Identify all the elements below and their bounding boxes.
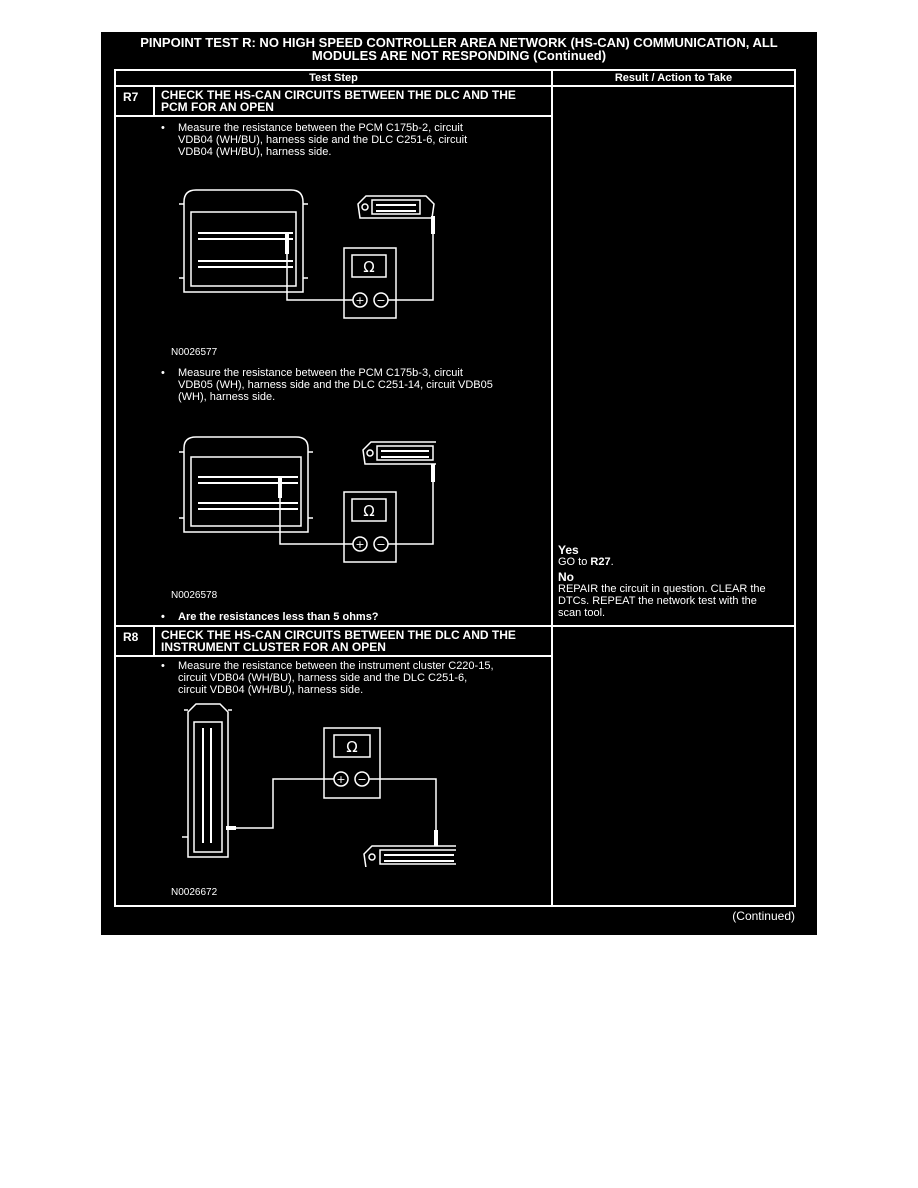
meter-ohm-symbol: Ω (363, 502, 375, 520)
lead-to-pcm (287, 252, 353, 300)
dlc-mount-hole (362, 204, 368, 210)
bullet-dot: • (161, 611, 165, 623)
step-id-r7: R7 (123, 90, 139, 104)
dlc-pin-row-2 (384, 860, 454, 862)
column-header-result: Result / Action to Take (614, 72, 733, 84)
header-divider (114, 85, 796, 87)
figure-number-2: N0026578 (171, 590, 218, 601)
pcm-pin-row-1 (198, 476, 298, 478)
r7-id-divider (153, 85, 155, 117)
bullet-dot: • (161, 367, 165, 379)
dlc-pin-row-1 (381, 450, 429, 452)
r7-question-text: Are the resistances less than 5 ohms? (178, 611, 379, 623)
step-title-r7 (161, 89, 516, 113)
meter-ohm-symbol: Ω (363, 258, 375, 276)
result-yes-suffix: . (610, 556, 614, 568)
step-row-divider (114, 625, 796, 627)
continued-label: (Continued) (732, 909, 795, 923)
cluster-connector-latch (182, 710, 232, 837)
result-yes-target: R27 (590, 556, 611, 568)
title-line-1: PINPOINT TEST R: NO HIGH SPEED CONTROLLER AREA NETWORK (HS-CAN) COMMUNICATION, ALL (140, 35, 778, 50)
pcm-pin-row-4 (198, 266, 293, 268)
table-right-border (794, 69, 796, 907)
lead-to-dlc (388, 232, 433, 300)
dlc-pin-row-2 (381, 456, 429, 458)
dlc-mount-hole (367, 450, 373, 456)
cluster-connector-inner (194, 722, 222, 852)
dlc-pin-row-2 (376, 210, 416, 212)
r7-question (161, 611, 379, 623)
meter-minus-label: − (376, 538, 386, 551)
pcm-probe (278, 476, 282, 498)
r8-title-divider (114, 655, 553, 657)
pcm-connector-inner (191, 212, 296, 286)
cluster-pin-column-1 (202, 728, 204, 843)
pcm-pin-row-4 (198, 508, 298, 510)
dlc-probe (431, 464, 435, 482)
step-title-r8-line-2: INSTRUMENT CLUSTER FOR AN OPEN (161, 640, 386, 654)
pcm-pin-row-3 (198, 260, 293, 262)
pcm-pin-row-2 (198, 238, 293, 240)
pcm-connector-outline (184, 437, 308, 532)
column-divider (551, 69, 553, 907)
title-line-2: MODULES ARE NOT RESPONDING (Continued) (311, 48, 607, 63)
r7-bullet-2-line-1: Measure the resistance between the PCM C175b-3, circuit (178, 367, 463, 379)
figure-pcm-dlc-circuit-1 (176, 182, 436, 322)
dlc-pin-row-1 (376, 204, 416, 206)
cluster-probe (226, 826, 236, 830)
table-left-border (114, 69, 116, 907)
r7-title-divider (114, 115, 553, 117)
pcm-probe (285, 232, 289, 254)
step-title-r8-line-1: CHECK THE HS-CAN CIRCUITS BETWEEN THE DLC AND THE (161, 628, 516, 642)
pinpoint-test-page (101, 32, 817, 935)
r7-bullet-2-line-3: (WH), harness side. (178, 391, 276, 403)
dlc-pin-row-1 (384, 854, 454, 856)
result-no-line-2: DTCs. REPEAT the network test with the (558, 595, 757, 607)
lead-to-cluster (234, 779, 334, 828)
result-yes-prefix: GO to (558, 556, 591, 568)
table-bottom-border (114, 905, 796, 907)
cluster-pin-column-2 (210, 728, 212, 843)
figure-number-1: N0026577 (171, 347, 218, 358)
result-yes-label: Yes (558, 543, 579, 557)
step-id-r8: R8 (123, 630, 139, 644)
result-no-line-1: REPAIR the circuit in question. CLEAR the (558, 583, 766, 595)
r7-bullet-1-line-3: VDB04 (WH/BU), harness side. (178, 146, 332, 158)
r7-result (558, 544, 766, 619)
step-title-r7-line-1: CHECK THE HS-CAN CIRCUITS BETWEEN THE DLC AND THE (161, 88, 516, 102)
r8-bullet-1-line-1: Measure the resistance between the instrument cluster C220-15, (178, 660, 494, 672)
bullet-dot: • (161, 122, 165, 134)
figure-cluster-dlc-circuit (176, 702, 456, 867)
figure-pcm-dlc-circuit-2 (176, 432, 436, 567)
r7-bullet-2 (161, 367, 493, 403)
pcm-pin-row-3 (198, 502, 298, 504)
r7-bullet-2-line-2: VDB05 (WH), harness side and the DLC C251-14, circuit VDB05 (178, 379, 493, 391)
step-title-r7-line-2: PCM FOR AN OPEN (161, 100, 274, 114)
meter-minus-label: − (376, 294, 386, 307)
r7-bullet-1-line-1: Measure the resistance between the PCM C175b-2, circuit (178, 122, 463, 134)
pcm-pin-row-2 (198, 482, 298, 484)
meter-plus-label: + (355, 538, 365, 551)
pcm-pin-row-1 (198, 232, 293, 234)
meter-minus-label: − (357, 773, 367, 786)
r7-bullet-1-line-2: VDB04 (WH/BU), harness side and the DLC C251-6, circuit (178, 134, 468, 146)
r8-id-divider (153, 625, 155, 657)
r8-bullet-1 (161, 660, 494, 696)
meter-plus-label: + (355, 294, 365, 307)
meter-ohm-symbol: Ω (346, 738, 358, 756)
result-yes-text (558, 556, 766, 568)
figure-number-3: N0026672 (171, 887, 218, 898)
lead-to-dlc (369, 779, 436, 830)
step-title-r8 (161, 629, 516, 653)
dlc-probe (431, 216, 435, 234)
dlc-probe (434, 830, 438, 846)
page-title (101, 36, 817, 62)
r8-bullet-1-line-3: circuit VDB04 (WH/BU), harness side. (178, 684, 364, 696)
r7-bullet-1 (161, 122, 468, 158)
result-no-label: No (558, 570, 574, 584)
result-no-line-3: scan tool. (558, 607, 606, 619)
r8-bullet-1-line-2: circuit VDB04 (WH/BU), harness side and the DLC C251-6, (178, 672, 468, 684)
meter-plus-label: + (336, 773, 346, 786)
bullet-dot: • (161, 660, 165, 672)
column-header-test-step: Test Step (309, 72, 358, 84)
dlc-mount-hole (369, 854, 375, 860)
pcm-connector-inner (191, 457, 301, 526)
